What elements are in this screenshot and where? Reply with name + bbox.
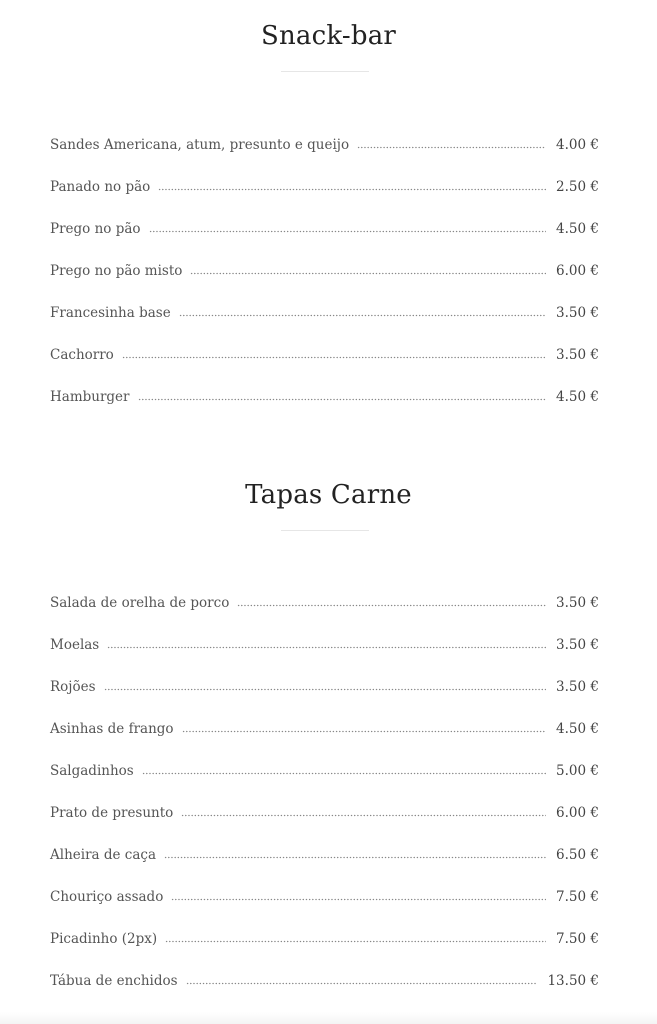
item-name: Prego no pão <box>50 221 141 237</box>
dot-leader <box>190 261 546 275</box>
bottom-edge-shadow <box>0 1012 657 1024</box>
dot-leader <box>182 719 547 733</box>
menu-item <box>50 887 599 929</box>
menu-item <box>50 387 599 429</box>
item-name: Prego no pão misto <box>50 263 183 279</box>
item-name: Tábua de enchidos <box>50 973 178 989</box>
item-name: Salgadinhos <box>50 763 134 779</box>
item-name: Rojões <box>50 679 96 695</box>
item-name: Francesinha base <box>50 305 171 321</box>
item-price: 3.50 € <box>556 347 599 363</box>
dot-leader <box>164 845 546 859</box>
item-price: 3.50 € <box>556 595 599 611</box>
menu-item <box>50 593 599 635</box>
item-price: 3.50 € <box>556 679 599 695</box>
section-divider <box>281 71 369 72</box>
item-name: Salada de orelha de porco <box>50 595 230 611</box>
dot-leader <box>142 761 546 775</box>
menu-item <box>50 971 599 1013</box>
menu-item <box>50 761 599 803</box>
menu-item <box>50 803 599 845</box>
dot-leader <box>138 387 547 401</box>
item-price: 7.50 € <box>556 889 599 905</box>
dot-leader <box>186 971 538 985</box>
menu-item <box>50 677 599 719</box>
item-name: Picadinho (2px) <box>50 931 158 947</box>
dot-leader <box>357 135 546 149</box>
tapas-carne-menu-list <box>50 593 599 1013</box>
dot-leader <box>165 929 546 943</box>
menu-item <box>50 135 599 177</box>
item-price: 4.50 € <box>556 221 599 237</box>
menu-item <box>50 303 599 345</box>
item-price: 4.50 € <box>556 721 599 737</box>
section-title-tapas-carne: Tapas Carne <box>245 480 412 510</box>
item-price: 3.50 € <box>556 637 599 653</box>
snack-bar-menu-list <box>50 135 599 429</box>
menu-item <box>50 261 599 303</box>
menu-item <box>50 929 599 971</box>
dot-leader <box>149 219 547 233</box>
item-name: Hamburger <box>50 389 130 405</box>
menu-item <box>50 345 599 387</box>
item-name: Alheira de caça <box>50 847 157 863</box>
item-name: Chouriço assado <box>50 889 164 905</box>
dot-leader <box>158 177 546 191</box>
item-price: 7.50 € <box>556 931 599 947</box>
item-name: Moelas <box>50 637 100 653</box>
item-price: 4.00 € <box>556 137 599 153</box>
item-price: 2.50 € <box>556 179 599 195</box>
item-name: Asinhas de frango <box>50 721 174 737</box>
dot-leader <box>171 887 546 901</box>
section-title-snack-bar: Snack-bar <box>260 21 397 51</box>
dot-leader <box>237 593 546 607</box>
item-price: 4.50 € <box>556 389 599 405</box>
dot-leader <box>104 677 547 691</box>
menu-item <box>50 635 599 677</box>
dot-leader <box>181 803 546 817</box>
dot-leader <box>179 303 546 317</box>
item-price: 6.50 € <box>556 847 599 863</box>
item-price: 5.00 € <box>556 763 599 779</box>
menu-item <box>50 845 599 887</box>
dot-leader <box>107 635 546 649</box>
section-divider <box>281 530 369 531</box>
item-price: 13.50 € <box>547 973 599 989</box>
item-name: Sandes Americana, atum, presunto e queijo <box>50 137 350 153</box>
item-price: 3.50 € <box>556 305 599 321</box>
menu-item <box>50 719 599 761</box>
dot-leader <box>122 345 546 359</box>
item-price: 6.00 € <box>556 263 599 279</box>
menu-item <box>50 177 599 219</box>
item-name: Prato de presunto <box>50 805 174 821</box>
item-price: 6.00 € <box>556 805 599 821</box>
item-name: Cachorro <box>50 347 114 363</box>
item-name: Panado no pão <box>50 179 151 195</box>
menu-item <box>50 219 599 261</box>
